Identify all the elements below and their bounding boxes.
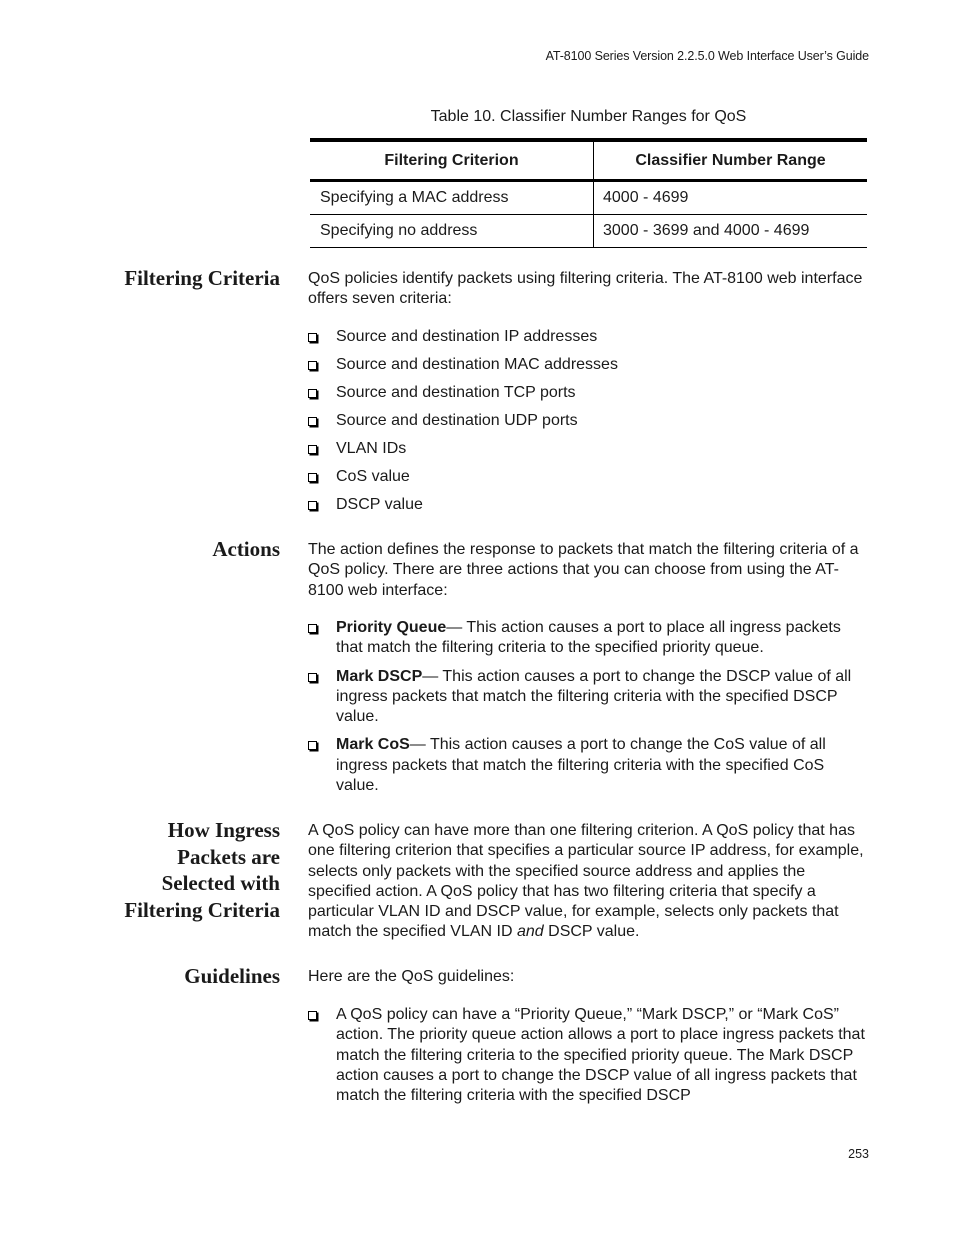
- actions-intro: The action defines the response to packets that match the filtering criteria of a QoS policy. There are three actions that you can choose from using the AT-8100 web interface:: [308, 541, 859, 599]
- checkbox-bullet-icon: [308, 1011, 317, 1020]
- list-item: Mark CoS— This action causes a port to change the CoS value of all ingress packets that match the filtering criteria with the specified CoS value.: [308, 735, 868, 796]
- filtering-intro: QoS policies identify packets using filtering criteria. The AT-8100 web interface offers seven criteria:: [308, 270, 863, 308]
- table-caption: Table 10. Classifier Number Ranges for QoS: [430, 108, 747, 125]
- list-item: DSCP value: [308, 495, 868, 523]
- checkbox-bullet-icon: [308, 624, 317, 633]
- filtering-criteria-list: [308, 327, 868, 523]
- table-cell: Specifying no address: [310, 215, 594, 248]
- checkbox-bullet-icon: [308, 673, 317, 682]
- table-row: [310, 215, 867, 248]
- list-item: VLAN IDs: [308, 439, 868, 467]
- list-item: Source and destination IP addresses: [308, 327, 868, 355]
- classifier-range-table: [310, 138, 867, 248]
- table-cell: 4000 - 4699: [594, 181, 868, 215]
- guidelines-intro: Here are the QoS guidelines:: [308, 968, 515, 985]
- list-item: Source and destination UDP ports: [308, 411, 868, 439]
- section-title-guidelines: Guidelines: [184, 964, 280, 988]
- checkbox-bullet-icon: [308, 333, 317, 342]
- list-item: Priority Queue— This action causes a port to place all ingress packets that match the filtering criteria to the specified priority queue.: [308, 618, 868, 659]
- section-title-filtering-criteria: Filtering Criteria: [124, 266, 280, 290]
- list-item: CoS value: [308, 467, 868, 495]
- list-item: Source and destination TCP ports: [308, 383, 868, 411]
- checkbox-bullet-icon: [308, 445, 317, 454]
- section-title-actions: Actions: [212, 537, 280, 561]
- guidelines-list: [308, 1005, 868, 1114]
- checkbox-bullet-icon: [308, 741, 317, 750]
- term: Mark DSCP: [336, 667, 423, 685]
- running-header: AT-8100 Series Version 2.2.5.0 Web Interface User’s Guide: [545, 49, 869, 63]
- checkbox-bullet-icon: [308, 501, 317, 510]
- checkbox-bullet-icon: [308, 473, 317, 482]
- column-header: Filtering Criterion: [310, 140, 594, 181]
- table-cell: Specifying a MAC address: [310, 181, 594, 215]
- column-header: Classifier Number Range: [594, 140, 868, 181]
- actions-list: [308, 618, 868, 804]
- checkbox-bullet-icon: [308, 389, 317, 398]
- section-title-ingress-selection: How Ingress Packets are Selected with Filtering Criteria: [124, 818, 280, 922]
- checkbox-bullet-icon: [308, 361, 317, 370]
- table-cell: 3000 - 3699 and 4000 - 4699: [594, 215, 868, 248]
- term: Priority Queue: [336, 619, 447, 636]
- list-item: Mark DSCP— This action causes a port to change the DSCP value of all ingress packets that match the filtering criteria with the specified DSCP value.: [308, 667, 868, 728]
- list-item: Source and destination MAC addresses: [308, 355, 868, 383]
- ingress-paragraph: A QoS policy can have more than one filtering criterion. A QoS policy that has one filtering criterion that specifies a particular source IP address, for example, selects only packets with the specified source address and applies the specified action. A QoS policy that has two filtering criteria that specify a particular VLAN ID and DSCP value, for example, selects only packets that match the specified VLAN ID and DSCP value.: [308, 822, 864, 941]
- table-header-row: [310, 140, 867, 181]
- term: Mark CoS: [336, 736, 410, 754]
- page-number: 253: [848, 1147, 869, 1161]
- checkbox-bullet-icon: [308, 417, 317, 426]
- list-item: A QoS policy can have a “Priority Queue,” “Mark DSCP,” or “Mark CoS” action. The priority queue action allows a port to place ingress packets that match the filtering criteria to the specified priority queue. The Mark DSCP action causes a port to change the DSCP value of all ingress packets that match the filtering criteria with the specified DSCP: [308, 1005, 868, 1106]
- table-row: [310, 181, 867, 215]
